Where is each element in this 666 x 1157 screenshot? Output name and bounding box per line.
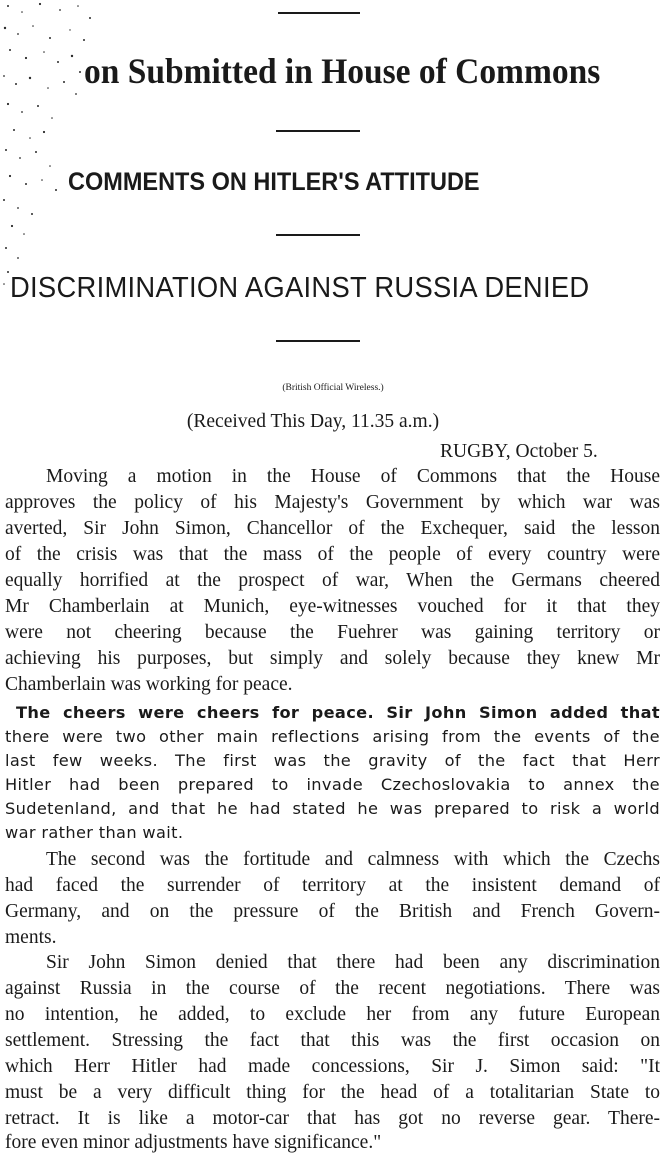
headline-subhead: DISCRIMINATION AGAINST RUSSIA DENIED	[10, 272, 590, 304]
body-line: were not cheering because the Fuehrer was gaining territory or	[5, 622, 660, 643]
rule-below-subhead	[276, 340, 360, 342]
body-line: Hitler had been prepared to invade Czechoslovakia to annex the	[5, 775, 660, 794]
body-line: no intention, he added, to exclude her from any future European	[5, 1004, 660, 1025]
body-line: fore even minor adjustments have significance."	[5, 1132, 382, 1153]
body-line: equally horrified at the prospect of war, When the Germans cheered	[5, 570, 660, 591]
body-line: Mr Chamberlain at Munich, eye-witnesses vouched for it that they	[5, 596, 660, 617]
dateline-source: (British Official Wireless.)	[282, 383, 384, 393]
body-line: Sir John Simon denied that there had been any discrimination	[46, 952, 660, 973]
scan-speckle-margin	[0, 0, 100, 290]
body-line: had faced the surrender of territory at the insistent demand of	[5, 875, 660, 896]
body-line: there were two other main reflections arising from the events of the	[5, 727, 660, 746]
body-line: of the crisis was that the mass of the people of every country were	[5, 544, 660, 565]
dateline-place: RUGBY, October 5.	[440, 441, 598, 462]
body-line: The cheers were cheers for peace. Sir John Simon added that	[16, 703, 660, 722]
body-line: approves the policy of his Majesty's Government by which war was	[5, 492, 660, 513]
rule-below-title	[276, 130, 360, 132]
body-line: must be a very difficult thing for the head of a totalitarian State to	[5, 1082, 660, 1103]
rule-below-subtitle	[276, 234, 360, 236]
body-line: Chamberlain was working for peace.	[5, 674, 293, 695]
body-line: Germany, and on the pressure of the British and French Govern-	[5, 901, 660, 922]
body-line: settlement. Stressing the fact that this was the first occasion on	[5, 1030, 660, 1051]
body-line: achieving his purposes, but simply and solely because they knew Mr	[5, 648, 660, 669]
body-line: Moving a motion in the House of Commons that the House	[46, 466, 660, 487]
body-line: ments.	[5, 927, 57, 948]
body-line: which Herr Hitler had made concessions, Sir J. Simon said: "It	[5, 1056, 660, 1077]
body-line: averted, Sir John Simon, Chancellor of the Exchequer, said the lesson	[5, 518, 660, 539]
body-line: last few weeks. The first was the gravity of the fact that Herr	[5, 751, 660, 770]
body-line: against Russia in the course of the recent negotiations. There was	[5, 978, 660, 999]
dateline-received: (Received This Day, 11.35 a.m.)	[186, 411, 440, 432]
top-rule	[278, 12, 360, 14]
headline-subtitle: COMMENTS ON HITLER'S ATTITUDE	[68, 168, 480, 196]
body-line: retract. It is like a motor-car that has got no reverse gear. There-	[5, 1108, 660, 1129]
body-line: Sudetenland, and that he had stated he was prepared to risk a world	[5, 799, 660, 818]
body-line: war rather than wait.	[5, 823, 184, 842]
body-line: The second was the fortitude and calmness with which the Czechs	[46, 849, 660, 870]
headline-title: on Submitted in House of Commons	[84, 51, 601, 91]
